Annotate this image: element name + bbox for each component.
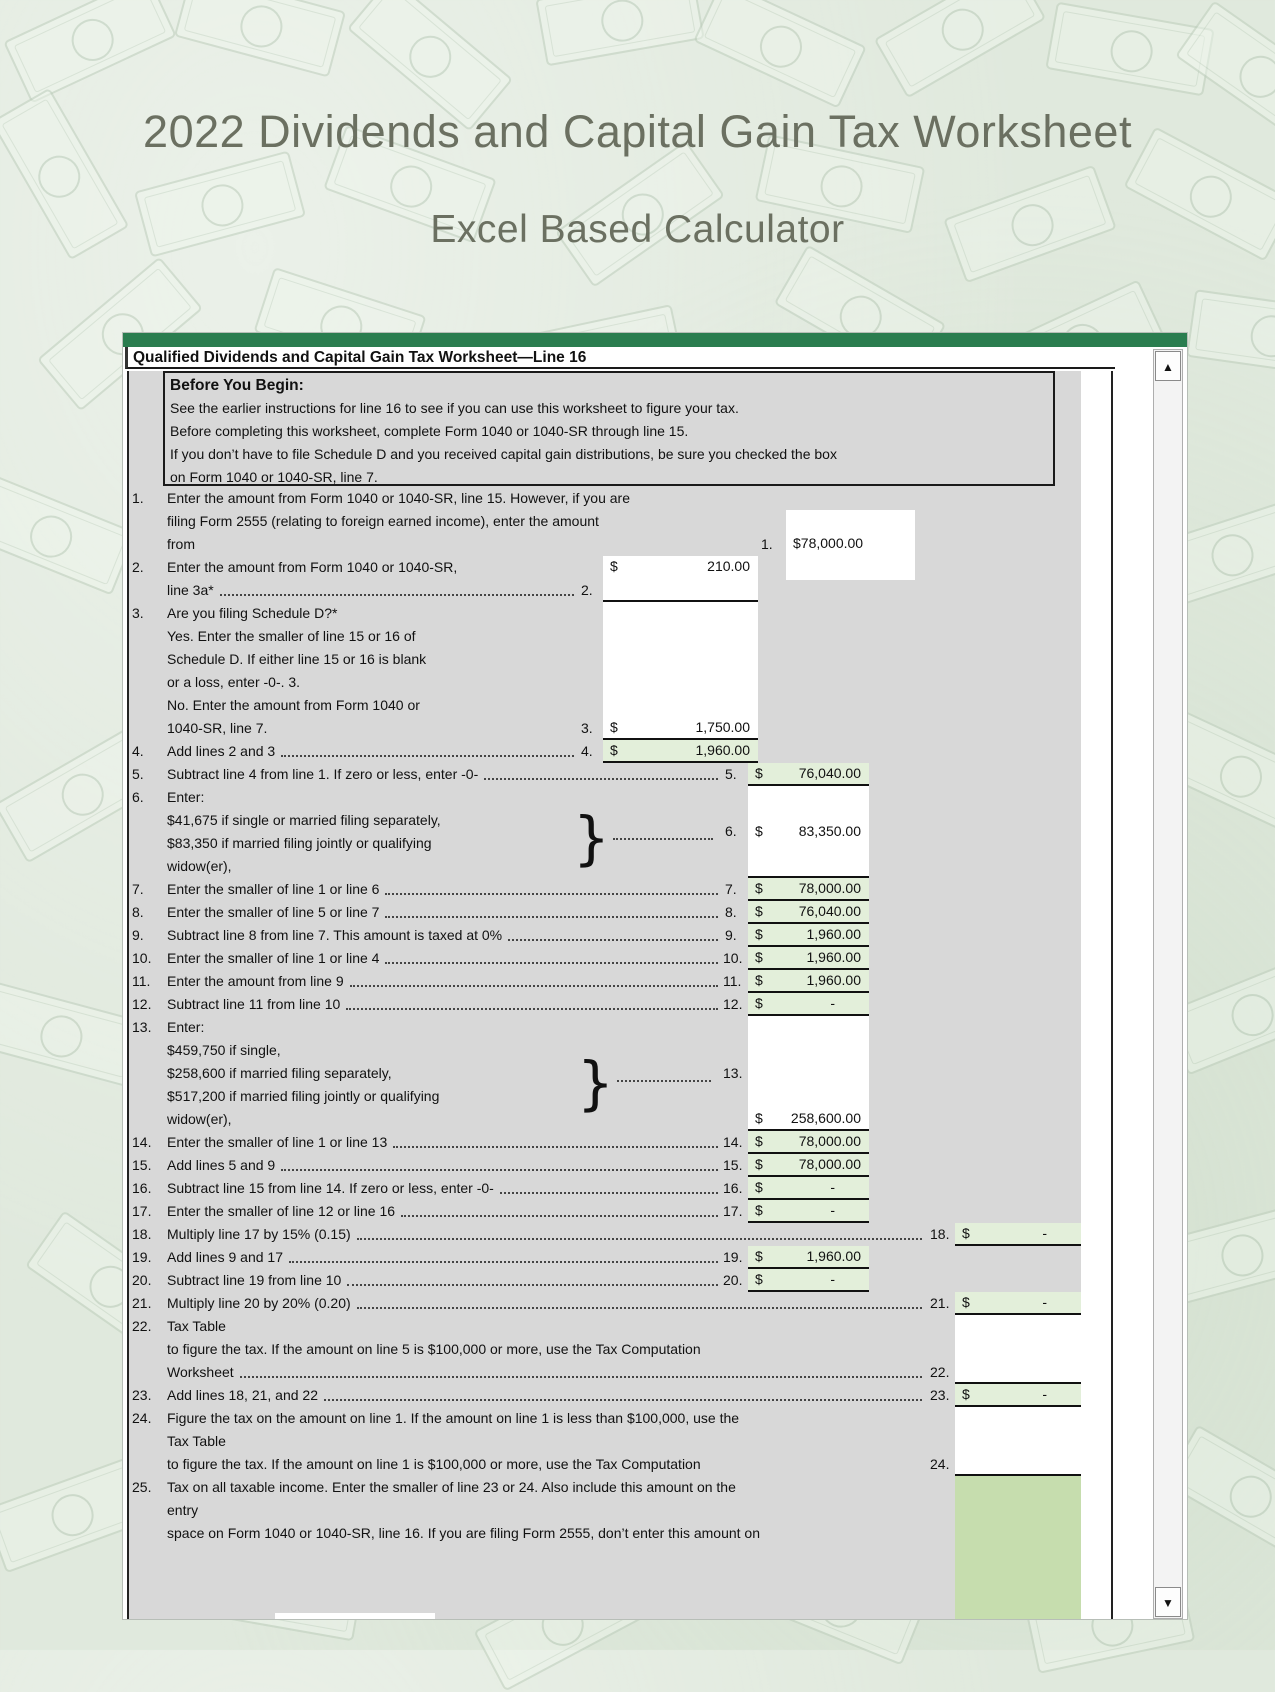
scroll-down-icon: ▼ — [1162, 1596, 1174, 1610]
line-text: Enter the amount from Form 1040 or 1040-SR, line 15. However, if you are — [167, 490, 631, 506]
line-number: 22. — [132, 1318, 152, 1334]
line-text-row — [129, 1154, 723, 1177]
dotted-leader — [281, 1154, 718, 1171]
line-number: 9. — [132, 927, 144, 943]
line-number: 19. — [132, 1249, 152, 1265]
line-text: Multiply line 17 by 15% (0.15) — [167, 1226, 351, 1242]
line-text-row — [129, 1384, 927, 1407]
line-text-row — [129, 947, 723, 970]
dotted-leader — [346, 993, 718, 1010]
line-text-row — [129, 1315, 1083, 1338]
value-cell-c18[interactable] — [955, 1223, 1081, 1246]
dotted-leader — [508, 924, 718, 941]
value-cell-c15[interactable] — [748, 1154, 869, 1177]
line-text: filing Form 2555 (relating to foreign earned income), enter the amount — [167, 513, 599, 529]
value-label-c5: 5. — [725, 766, 737, 782]
dollar-sign: $ — [755, 903, 763, 919]
value-label-c2: 2. — [581, 582, 593, 598]
line-text: space on Form 1040 or 1040-SR, line 16. If you are filing Form 2555, don’t enter this amount on — [167, 1525, 760, 1541]
value-cell-c4[interactable] — [603, 740, 758, 763]
line-number: 16. — [132, 1180, 152, 1196]
dollar-sign: $ — [755, 1248, 763, 1264]
value-cell-c3[interactable] — [603, 602, 758, 740]
cell-amount: 1,960.00 — [806, 1248, 861, 1264]
line-text: $459,750 if single, — [167, 1042, 281, 1058]
value-cell-c5[interactable] — [748, 763, 869, 786]
dollar-bill-decoration — [1186, 289, 1275, 379]
dollar-sign: $ — [755, 949, 763, 965]
cell-amount: 78,000.00 — [800, 535, 864, 551]
page-title: 2022 Dividends and Capital Gain Tax Worksheet — [143, 106, 1132, 157]
value-label-c8: 8. — [725, 904, 737, 920]
line-text-row — [129, 740, 579, 763]
line-text-row — [129, 487, 1083, 510]
line-number: 14. — [132, 1134, 152, 1150]
line-text-row — [129, 878, 723, 901]
cell-amount: - — [1042, 1294, 1047, 1310]
line-text-row — [129, 1246, 723, 1269]
value-label-c16: 16. — [723, 1180, 743, 1196]
dollar-sign: $ — [755, 1133, 763, 1149]
partial-cell-bottom — [275, 1613, 435, 1619]
line-text-row — [129, 993, 723, 1016]
cell-amount: - — [830, 995, 835, 1011]
dollar-sign: $ — [755, 1156, 763, 1172]
line-text-row — [129, 1476, 1083, 1499]
worksheet-item-10 — [129, 947, 1083, 970]
dotted-leader — [500, 1177, 718, 1194]
value-label-c23: 23. — [930, 1387, 950, 1403]
line-text: Schedule D. If either line 15 or 16 is blank — [167, 651, 427, 667]
line-text-row — [129, 1292, 927, 1315]
line-text-row — [129, 1361, 927, 1384]
line-text: No. Enter the amount from Form 1040 or — [167, 697, 420, 713]
dotted-leader — [613, 823, 713, 840]
value-cell-c1[interactable] — [786, 510, 915, 580]
line-text: Add lines 9 and 17 — [167, 1249, 283, 1265]
curly-brace: } — [573, 804, 610, 872]
line-text: $517,200 if married filing jointly or qualifying — [167, 1088, 440, 1104]
value-label-c15: 15. — [723, 1157, 743, 1173]
dollar-sign: $ — [755, 880, 763, 896]
value-cell-c24[interactable] — [955, 1407, 1081, 1476]
line-text: to figure the tax. If the amount on line 5 is $100,000 or more, use the Tax Computation — [167, 1341, 701, 1357]
value-label-c11: 11. — [723, 973, 742, 989]
line-number: 18. — [132, 1226, 152, 1242]
line-text: or a loss, enter -0-. 3. — [167, 674, 301, 690]
worksheet-item-11 — [129, 970, 1083, 993]
line-text-row — [129, 1522, 1083, 1545]
line-text: Are you filing Schedule D?* — [167, 605, 338, 621]
line-text-row — [129, 1499, 1083, 1522]
line-text-row — [129, 1430, 1083, 1453]
dollar-sign: $ — [755, 926, 763, 942]
value-label-c14: 14. — [723, 1134, 743, 1150]
line-text: Tax on all taxable income. Enter the smaller of line 23 or 24. Also include this amount on the — [167, 1479, 736, 1495]
line-number: 5. — [132, 766, 144, 782]
value-cell-c22[interactable] — [955, 1315, 1081, 1384]
line-text: Enter the smaller of line 1 or line 4 — [167, 950, 380, 966]
line-text: Add lines 2 and 3 — [167, 743, 276, 759]
dotted-leader — [220, 579, 574, 596]
worksheet-title: Qualified Dividends and Capital Gain Tax Worksheet—Line 16 — [125, 347, 1115, 369]
dollar-bill-decoration — [0, 473, 137, 596]
worksheet-panel — [122, 332, 1188, 1620]
dotted-leader — [357, 1223, 922, 1240]
value-cell-c19[interactable] — [748, 1246, 869, 1269]
right-gutter-column — [1081, 371, 1111, 1619]
dollar-sign: $ — [962, 1294, 970, 1310]
line-text: to figure the tax. If the amount on line 1 is $100,000 or more, use the Tax Computation — [167, 1456, 701, 1472]
cell-amount: - — [830, 1271, 835, 1287]
dotted-leader — [350, 970, 718, 987]
value-cell-c9[interactable] — [748, 924, 869, 947]
line-text-row — [129, 763, 723, 786]
line-text-row — [129, 533, 1083, 556]
line-text: Figure the tax on the amount on line 1. If the amount on line 1 is less than $100,000, use the — [167, 1410, 740, 1426]
dollar-sign: $ — [610, 558, 618, 574]
worksheet-item-12 — [129, 993, 1083, 1016]
value-cell-c23[interactable] — [955, 1384, 1081, 1407]
value-cell-c13[interactable] — [748, 1016, 869, 1131]
line-text-row — [129, 579, 579, 602]
cell-amount: 78,000.00 — [798, 1133, 861, 1149]
line-text-row — [129, 1200, 723, 1223]
line-text: Subtract line 15 from line 14. If zero or less, enter -0- — [167, 1180, 494, 1196]
cell-amount: 76,040.00 — [798, 903, 861, 919]
dollar-sign: $ — [755, 972, 763, 988]
before-you-begin-line: on Form 1040 or 1040-SR, line 7. — [170, 469, 378, 485]
value-label-c4: 4. — [581, 743, 593, 759]
cell-amount: 76,040.00 — [798, 765, 861, 781]
vertical-scrollbar[interactable] — [1153, 349, 1183, 1619]
value-label-c6: 6. — [725, 823, 737, 839]
cell-amount: 1,960.00 — [806, 926, 861, 942]
line-number: 6. — [132, 789, 144, 805]
line-number: 23. — [132, 1387, 152, 1403]
value-label-c22: 22. — [930, 1364, 950, 1380]
line-text: Subtract line 11 from line 10 — [167, 996, 341, 1012]
worksheet-content — [127, 371, 1113, 1619]
worksheet-item-19 — [129, 1246, 1083, 1269]
line-text: entry — [167, 1502, 199, 1518]
line-number: 4. — [132, 743, 144, 759]
line-number: 2. — [132, 559, 144, 575]
dotted-leader — [324, 1384, 922, 1401]
dollar-sign: $ — [755, 1110, 763, 1126]
dollar-sign: $ — [755, 765, 763, 781]
value-cell-c14[interactable] — [748, 1131, 869, 1154]
line-number: 11. — [132, 973, 151, 989]
value-label-c3: 3. — [581, 720, 593, 736]
value-cell-c17[interactable] — [748, 1200, 869, 1223]
line-text-row — [129, 1338, 1083, 1361]
cell-amount: 78,000.00 — [798, 1156, 861, 1172]
value-label-c18: 18. — [930, 1226, 950, 1242]
line-text-row — [129, 1407, 1083, 1430]
value-label-c7: 7. — [725, 881, 737, 897]
line-text: $83,350 if married filing jointly or qualifying — [167, 835, 432, 851]
line-text: Enter: — [167, 1019, 205, 1035]
line-number: 8. — [132, 904, 144, 920]
dollar-sign: $ — [610, 719, 618, 735]
value-cell-c6[interactable] — [748, 786, 869, 878]
value-cell-c21[interactable] — [955, 1292, 1081, 1315]
line-text: widow(er), — [167, 858, 232, 874]
dollar-sign: $ — [793, 535, 801, 551]
line-number: 10. — [132, 950, 152, 966]
before-you-begin-title: Before You Begin: — [170, 377, 304, 394]
cell-amount: 1,960.00 — [695, 742, 750, 758]
line-text: Multiply line 20 by 20% (0.20) — [167, 1295, 351, 1311]
dotted-leader — [393, 1131, 718, 1148]
cell-amount: - — [830, 1202, 835, 1218]
line-text: 1040-SR, line 7. — [167, 720, 268, 736]
curly-brace: } — [577, 1049, 614, 1117]
value-cell-c8[interactable] — [748, 901, 869, 924]
line-text-row — [129, 1177, 723, 1200]
value-label-c20: 20. — [723, 1272, 743, 1288]
worksheet-item-1 — [129, 487, 1083, 556]
dollar-sign: $ — [755, 822, 763, 839]
line-number: 25. — [132, 1479, 152, 1495]
dollar-sign: $ — [755, 995, 763, 1011]
value-label-c9: 9. — [725, 927, 737, 943]
dotted-leader — [617, 1065, 711, 1082]
cell-amount: - — [1042, 1225, 1047, 1241]
line-text: Add lines 18, 21, and 22 — [167, 1387, 319, 1403]
dollar-bill-decoration — [3, 0, 177, 104]
dollar-sign: $ — [962, 1386, 970, 1402]
line-text: Enter the amount from line 9 — [167, 973, 344, 989]
line-text: $258,600 if married filing separately, — [167, 1065, 392, 1081]
line-text: from — [167, 536, 195, 552]
line-number: 7. — [132, 881, 144, 897]
worksheet-item-5 — [129, 763, 1083, 786]
cell-amount: 210.00 — [707, 558, 750, 574]
dotted-leader — [347, 1269, 718, 1286]
value-cell-c20[interactable] — [748, 1269, 869, 1292]
page-subtitle: Excel Based Calculator — [430, 208, 845, 251]
line-text-row — [129, 1269, 723, 1292]
before-you-begin-box — [163, 371, 1055, 486]
dollar-bill-decoration — [693, 0, 867, 109]
cell-amount: - — [1042, 1386, 1047, 1402]
value-label-c10: 10. — [723, 950, 743, 966]
worksheet-item-14 — [129, 1131, 1083, 1154]
dotted-leader — [385, 947, 718, 964]
line-text: Yes. Enter the smaller of line 15 or 16 of — [167, 628, 416, 644]
dollar-sign: $ — [755, 1202, 763, 1218]
line-number: 12. — [132, 996, 152, 1012]
cell-amount: 1,960.00 — [806, 949, 861, 965]
dotted-leader — [385, 901, 718, 918]
dotted-leader — [401, 1200, 718, 1217]
dollar-sign: $ — [610, 742, 618, 758]
value-cell-c25[interactable] — [955, 1476, 1081, 1619]
line-number: 17. — [132, 1203, 152, 1219]
line-number: 15. — [132, 1157, 152, 1173]
line-text-row — [129, 1131, 723, 1154]
line-text: Enter the amount from Form 1040 or 1040-SR, — [167, 559, 458, 575]
value-cell-c2[interactable] — [603, 556, 758, 602]
worksheet-item-16 — [129, 1177, 1083, 1200]
dotted-leader — [357, 1292, 922, 1309]
line-text-row — [129, 1016, 1083, 1039]
value-cell-c16[interactable] — [748, 1177, 869, 1200]
dollar-sign: $ — [962, 1225, 970, 1241]
line-number: 3. — [132, 605, 144, 621]
line-text-row — [129, 970, 723, 993]
line-text: Add lines 5 and 9 — [167, 1157, 276, 1173]
worksheet-item-9 — [129, 924, 1083, 947]
value-cell-c10[interactable] — [748, 947, 869, 970]
line-text: line 3a* — [167, 582, 214, 598]
line-text: Subtract line 8 from line 7. This amount is taxed at 0% — [167, 927, 503, 943]
dotted-leader — [289, 1246, 718, 1263]
line-text: $41,675 if single or married filing separately, — [167, 812, 441, 828]
scroll-up-button[interactable] — [1155, 351, 1181, 381]
worksheet-top-green-bar — [123, 333, 1187, 347]
line-text: widow(er), — [167, 1111, 232, 1127]
line-text: Tax Table — [167, 1433, 226, 1449]
line-text: Enter the smaller of line 1 or line 13 — [167, 1134, 388, 1150]
before-you-begin-line: See the earlier instructions for line 16 to see if you can use this worksheet to figure your tax. — [170, 400, 739, 416]
dollar-sign: $ — [755, 1179, 763, 1195]
scroll-down-button[interactable] — [1155, 1587, 1181, 1617]
line-text: Enter the smaller of line 5 or line 7 — [167, 904, 380, 920]
before-you-begin-line: If you don’t have to file Schedule D and you received capital gain distributions, be sure you checked the box — [170, 446, 837, 462]
worksheet-item-7 — [129, 878, 1083, 901]
cell-amount: 258,600.00 — [790, 1110, 861, 1126]
before-you-begin-line: Before completing this worksheet, complete Form 1040 or 1040-SR through line 15. — [170, 423, 689, 439]
dotted-leader — [385, 878, 718, 895]
value-label-c19: 19. — [723, 1249, 743, 1265]
worksheet-item-20 — [129, 1269, 1083, 1292]
cell-amount: 1,960.00 — [806, 972, 861, 988]
worksheet-item-15 — [129, 1154, 1083, 1177]
dollar-sign: $ — [755, 1271, 763, 1287]
value-label-c24: 24. — [930, 1456, 950, 1472]
value-label-c1: 1. — [761, 536, 773, 552]
line-text: Enter: — [167, 789, 205, 805]
line-number: 20. — [132, 1272, 152, 1288]
dollar-bill-decoration — [535, 0, 704, 66]
cell-amount: 1,750.00 — [695, 719, 750, 735]
value-cell-c7[interactable] — [748, 878, 869, 901]
value-label-c12: 12. — [723, 996, 743, 1012]
line-text-row — [129, 901, 723, 924]
line-number: 1. — [132, 490, 144, 506]
line-number: 24. — [132, 1410, 152, 1426]
line-text-row — [129, 510, 1083, 533]
line-text: Enter the smaller of line 12 or line 16 — [167, 1203, 396, 1219]
value-label-c21: 21. — [930, 1295, 950, 1311]
line-number: 13. — [132, 1019, 152, 1035]
value-label-c13: 13. — [723, 1065, 743, 1081]
worksheet-item-25 — [129, 1476, 1083, 1545]
line-text: Subtract line 19 from line 10 — [167, 1272, 342, 1288]
value-label-c17: 17. — [723, 1203, 743, 1219]
worksheet-item-8 — [129, 901, 1083, 924]
value-cell-c12[interactable] — [748, 993, 869, 1016]
line-text: Subtract line 4 from line 1. If zero or less, enter -0- — [167, 766, 479, 782]
line-number: 21. — [132, 1295, 152, 1311]
dollar-bill-decoration — [1045, 2, 1214, 97]
dotted-leader — [281, 740, 574, 757]
dollar-bill-decoration — [174, 0, 346, 78]
line-text-row — [129, 924, 723, 947]
dotted-leader — [240, 1361, 922, 1378]
line-text: Tax Table — [167, 1318, 226, 1334]
value-cell-c11[interactable] — [748, 970, 869, 993]
cell-amount: - — [830, 1179, 835, 1195]
worksheet-item-17 — [129, 1200, 1083, 1223]
dotted-leader — [484, 763, 718, 780]
dollar-bill-decoration — [874, 0, 1047, 98]
line-text: Enter the smaller of line 1 or line 6 — [167, 881, 380, 897]
cell-amount: 78,000.00 — [798, 880, 861, 896]
cell-amount: 83,350.00 — [798, 822, 861, 839]
line-text: Worksheet — [167, 1364, 234, 1380]
line-text-row — [129, 1223, 927, 1246]
scroll-up-icon: ▲ — [1162, 360, 1174, 374]
